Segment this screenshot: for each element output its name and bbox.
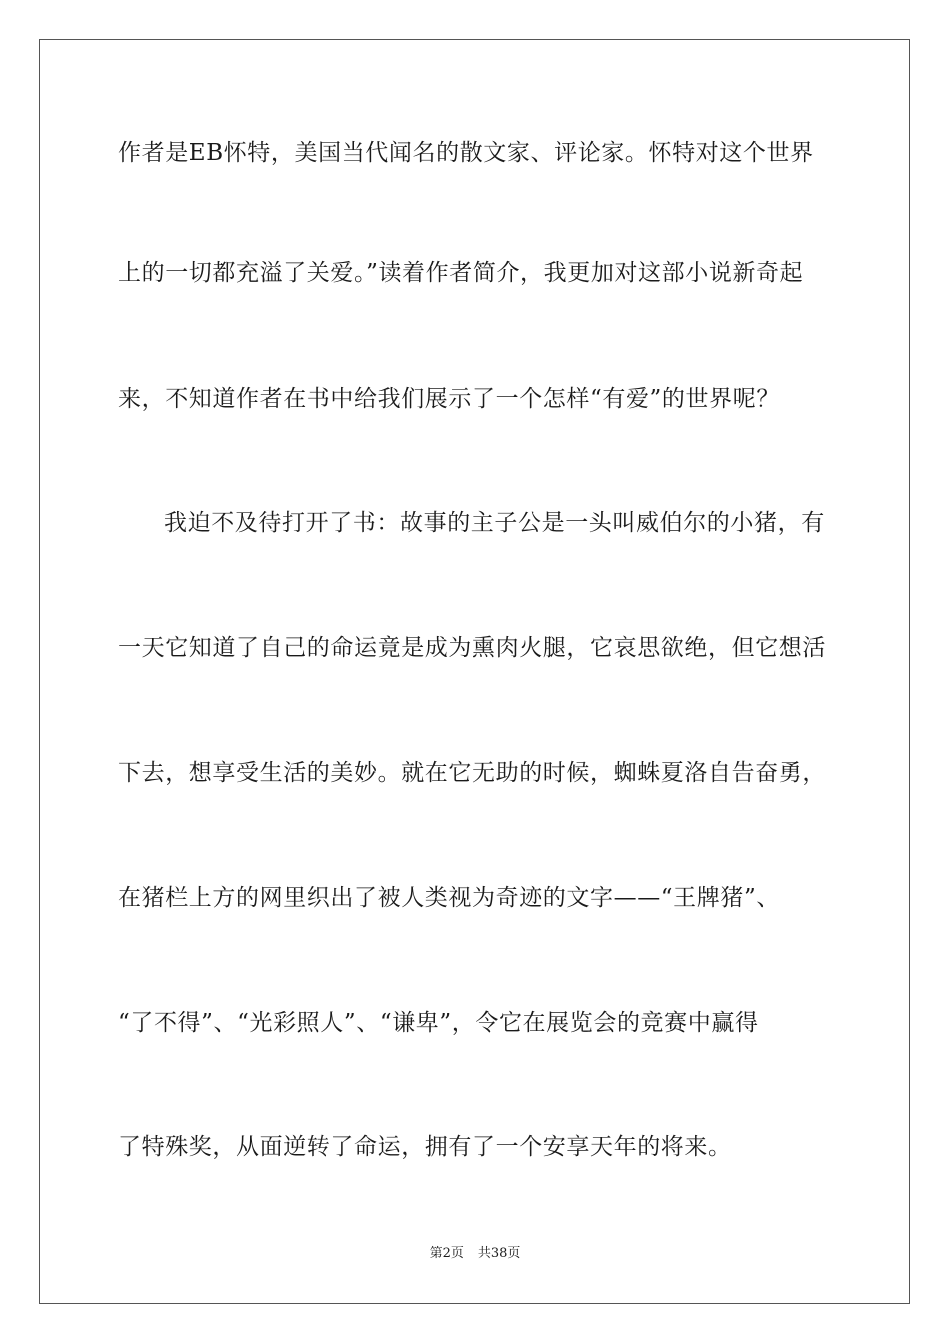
- page-footer: [0, 1246, 950, 1262]
- paragraph-line-1: 作者是EB怀特，美国当代闻名的散文家、评论家。怀特对这个世界: [118, 140, 814, 166]
- paragraph-line-5: 一天它知道了自己的命运竟是成为熏肉火腿，它哀思欲绝，但它想活: [118, 635, 826, 661]
- page-number: 第2页: [429, 1246, 464, 1261]
- paragraph-line-9: 了特殊奖，从面逆转了命运，拥有了一个安享天年的将来。: [118, 1134, 732, 1160]
- paragraph-line-2: 上的一切都充溢了关爱。”读着作者简介，我更加对这部小说新奇起: [118, 260, 804, 286]
- paragraph-line-3: 来，不知道作者在书中给我们展示了一个怎样“有爱”的世界呢？: [118, 386, 780, 412]
- paragraph-line-4: 我迫不及待打开了书：故事的主子公是一头叫威伯尔的小猪，有: [164, 510, 825, 536]
- paragraph-line-8: “了不得”、“光彩照人”、“谦卑”，令它在展览会的竞赛中赢得: [118, 1010, 759, 1036]
- paragraph-line-6: 下去，想享受生活的美妙。就在它无助的时候，蜘蛛夏洛自告奋勇，: [118, 760, 826, 786]
- paragraph-line-7: 在猪栏上方的网里织出了被人类视为奇迹的文字——“王牌猪”、: [118, 885, 780, 911]
- total-pages: 共38页: [477, 1246, 521, 1261]
- page-border: [39, 39, 910, 1304]
